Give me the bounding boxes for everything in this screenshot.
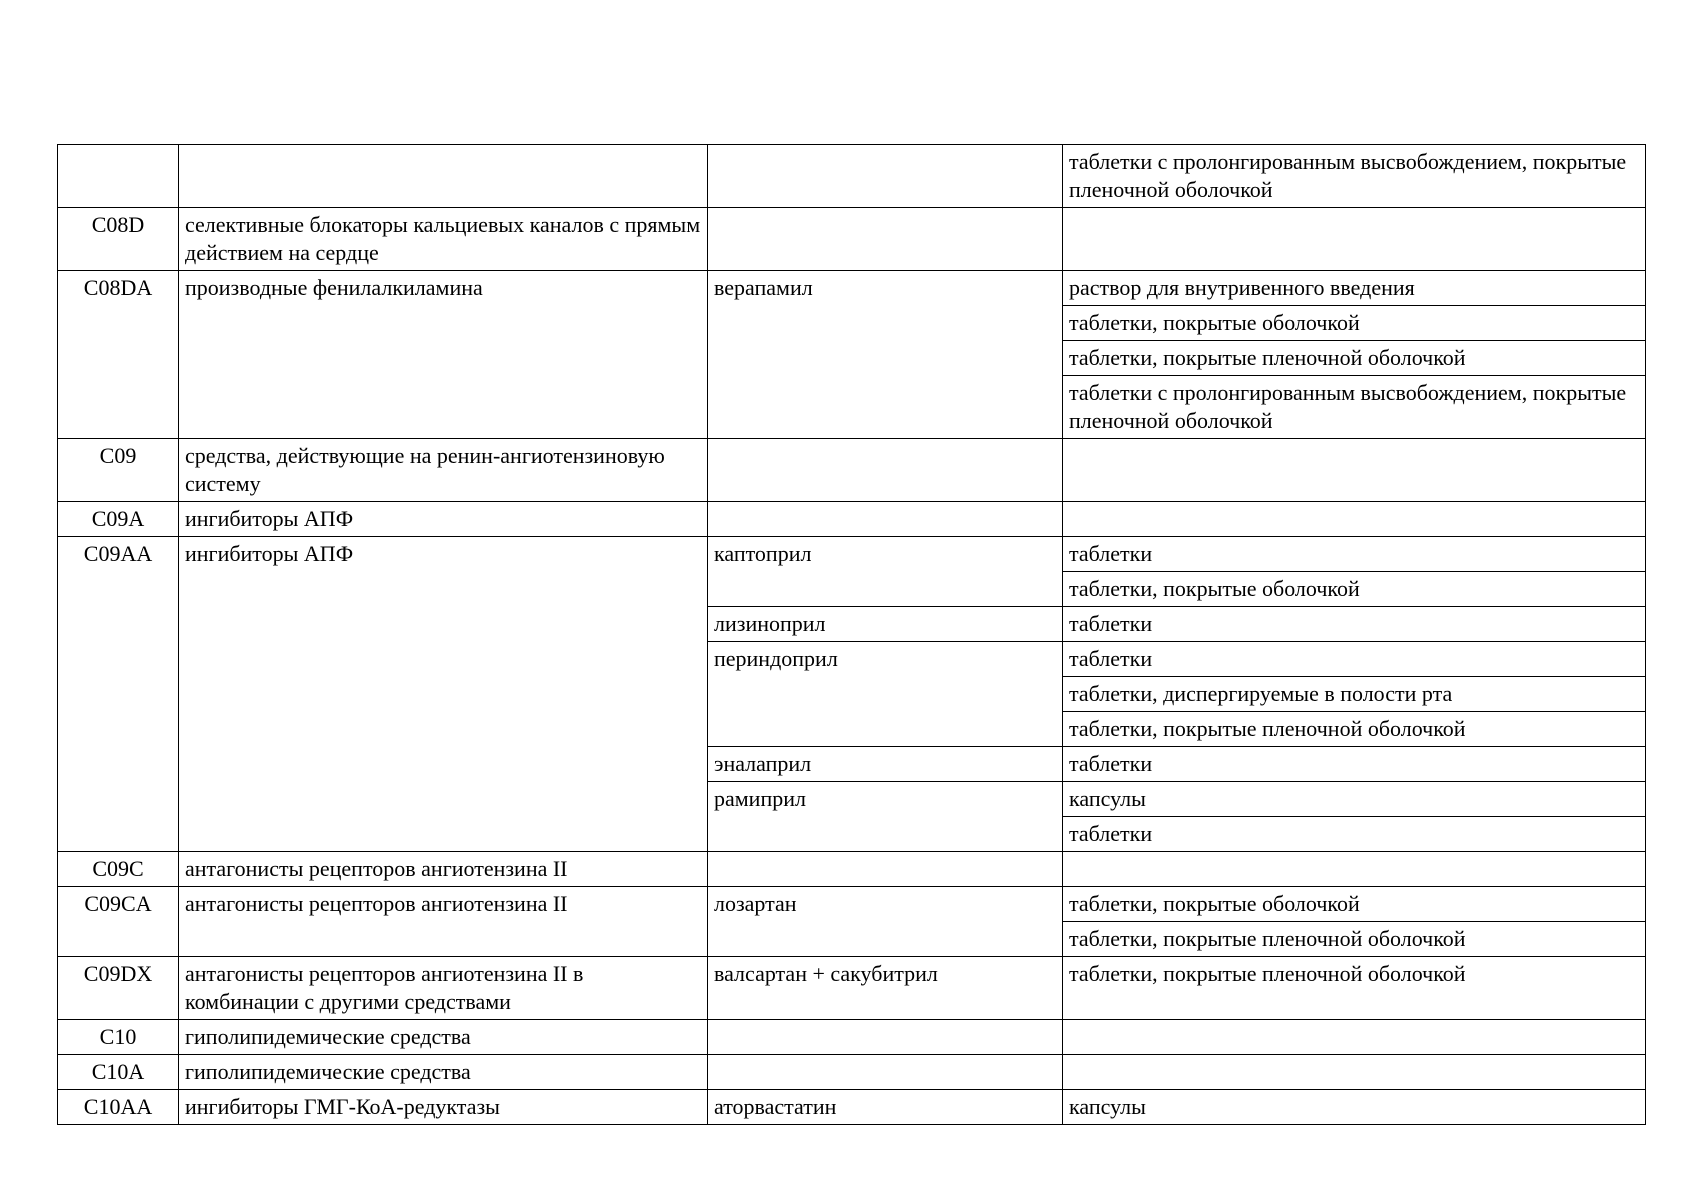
drug-name-cell: эналаприл [708,747,1063,782]
table-row [58,537,1646,572]
group-name-cell: антагонисты рецепторов ангиотензина II в комбинации с другими средствами [179,957,708,1020]
dosage-form-cell: таблетки с пролонгированным высвобождением, покрытые пленочной оболочкой [1063,145,1646,208]
dosage-form-cell: таблетки, покрытые пленочной оболочкой [1063,922,1646,957]
drug-name-cell [708,439,1063,502]
dosage-form-cell: капсулы [1063,1090,1646,1125]
dosage-form-cell: таблетки, покрытые оболочкой [1063,887,1646,922]
dosage-form-cell [1063,1020,1646,1055]
dosage-form-cell [1063,852,1646,887]
drug-name-cell: периндоприл [708,642,1063,747]
dosage-form-cell: таблетки, покрытые пленочной оболочкой [1063,341,1646,376]
atc-code-cell: C08DA [58,271,179,439]
group-name-cell: средства, действующие на ренин-ангиотензиновую систему [179,439,708,502]
dosage-form-cell: таблетки [1063,817,1646,852]
table-row [58,957,1646,1020]
drug-name-cell: верапамил [708,271,1063,439]
dosage-form-cell: таблетки, покрытые пленочной оболочкой [1063,712,1646,747]
table-row [58,145,1646,208]
group-name-cell: гиполипидемические средства [179,1020,708,1055]
table-row [58,1055,1646,1090]
dosage-form-cell: таблетки [1063,537,1646,572]
atc-code-cell [58,145,179,208]
atc-code-cell: C09A [58,502,179,537]
table-row [58,439,1646,502]
table-row [58,208,1646,271]
group-name-cell: селективные блокаторы кальциевых каналов с прямым действием на сердце [179,208,708,271]
dosage-form-cell [1063,208,1646,271]
group-name-cell: ингибиторы АПФ [179,537,708,852]
drug-name-cell: каптоприл [708,537,1063,607]
drug-name-cell [708,145,1063,208]
group-name-cell [179,145,708,208]
group-name-cell: производные фенилалкиламина [179,271,708,439]
drug-name-cell [708,1020,1063,1055]
atc-code-cell: C08D [58,208,179,271]
dosage-form-cell: капсулы [1063,782,1646,817]
table-row [58,502,1646,537]
drug-name-cell: лозартан [708,887,1063,957]
atc-code-cell: C10AA [58,1090,179,1125]
group-name-cell: ингибиторы АПФ [179,502,708,537]
atc-code-cell: C09C [58,852,179,887]
group-name-cell: антагонисты рецепторов ангиотензина II [179,852,708,887]
group-name-cell: ингибиторы ГМГ-КоА-редуктазы [179,1090,708,1125]
drug-name-cell: аторвастатин [708,1090,1063,1125]
drug-name-cell [708,1055,1063,1090]
atc-code-cell: C09AA [58,537,179,852]
drug-name-cell: валсартан + сакубитрил [708,957,1063,1020]
atc-code-cell: C09 [58,439,179,502]
drug-name-cell [708,208,1063,271]
drug-name-cell: лизиноприл [708,607,1063,642]
atc-code-cell: C10 [58,1020,179,1055]
drug-name-cell [708,502,1063,537]
drug-classification-table [57,144,1646,1125]
atc-code-cell: C09DX [58,957,179,1020]
dosage-form-cell: таблетки, покрытые оболочкой [1063,306,1646,341]
table-row [58,852,1646,887]
drug-name-cell [708,852,1063,887]
atc-code-cell: C09CA [58,887,179,957]
dosage-form-cell: таблетки с пролонгированным высвобождением, покрытые пленочной оболочкой [1063,376,1646,439]
dosage-form-cell: таблетки [1063,642,1646,677]
dosage-form-cell: раствор для внутривенного введения [1063,271,1646,306]
table-row [58,1020,1646,1055]
dosage-form-cell [1063,502,1646,537]
group-name-cell: антагонисты рецепторов ангиотензина II [179,887,708,957]
dosage-form-cell: таблетки, покрытые пленочной оболочкой [1063,957,1646,1020]
drug-name-cell: рамиприл [708,782,1063,852]
dosage-form-cell: таблетки, покрытые оболочкой [1063,572,1646,607]
dosage-form-cell: таблетки, диспергируемые в полости рта [1063,677,1646,712]
group-name-cell: гиполипидемические средства [179,1055,708,1090]
table-row [58,271,1646,306]
table-row [58,887,1646,922]
dosage-form-cell: таблетки [1063,607,1646,642]
dosage-form-cell: таблетки [1063,747,1646,782]
dosage-form-cell [1063,439,1646,502]
dosage-form-cell [1063,1055,1646,1090]
table-row [58,1090,1646,1125]
atc-code-cell: C10A [58,1055,179,1090]
